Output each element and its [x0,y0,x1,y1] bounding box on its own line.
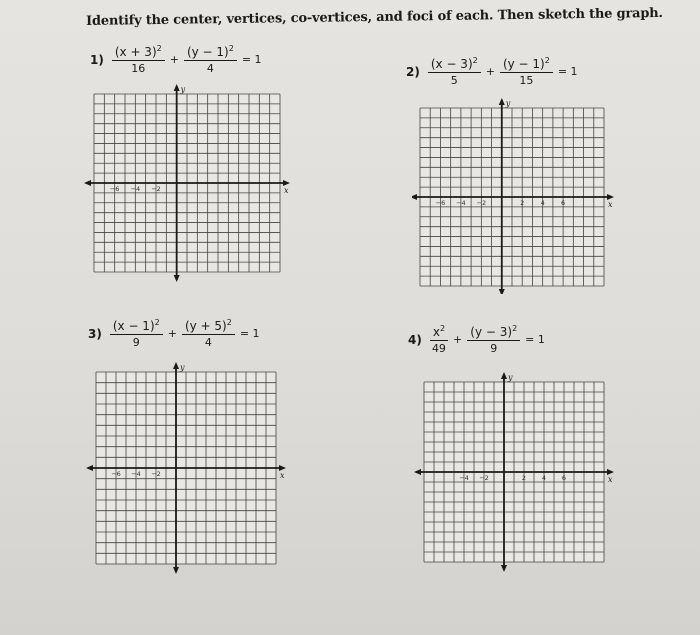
x-tick-label: −4 [459,474,469,482]
denominator: 49 [431,342,446,355]
x-axis-arrow-icon [84,180,91,186]
graph-4-grid[interactable] [414,370,620,572]
x-axis-label: x [284,186,289,195]
x-tick-label: −2 [476,199,487,207]
denominator: 9 [132,336,140,349]
exponent: 2 [512,324,518,333]
x-tick-label: −2 [151,185,161,193]
numerator: (y − 3) [470,325,513,339]
numerator: x [432,325,440,339]
instructions-heading: Identify the center, vertices, co-vertices, and foci of each. Then sketch the graph. [86,5,663,29]
y-axis-arrow-icon [499,98,505,105]
equals-one: = 1 [239,327,260,340]
problem-number: 1) [90,52,104,67]
problem-1-equation [90,44,265,75]
exponent: 2 [439,324,446,333]
y-axis-label: y [180,363,185,372]
denominator: 4 [206,62,214,75]
plus-sign: + [453,333,463,346]
x-tick-label: −6 [435,199,446,207]
denominator: 9 [490,342,498,355]
y-axis-arrow-icon [501,565,507,572]
equals-one: = 1 [241,53,262,66]
x-axis-arrow-icon [412,194,417,200]
y-axis-arrow-icon [499,289,505,294]
denominator: 15 [519,74,534,87]
fraction-term-2 [184,44,237,75]
numerator: (x − 3) [430,57,473,71]
x-tick-label: −2 [151,470,161,478]
exponent: 2 [156,44,162,53]
x-tick-label: 6 [561,474,567,482]
y-axis-arrow-icon [174,275,180,282]
x-axis-arrow-icon [86,465,93,471]
numerator: (x − 1) [112,319,155,333]
fraction-term-1 [430,324,448,355]
x-tick-label: −2 [479,474,489,482]
x-tick-label: −4 [131,470,141,478]
graph-3-grid[interactable] [86,360,290,574]
numerator: (y − 1) [502,57,545,71]
problem-4-equation [408,324,548,355]
problem-2-equation [406,56,581,87]
y-axis-label: y [505,99,511,108]
numerator: (x + 3) [114,45,157,59]
exponent: 2 [472,56,478,65]
y-axis-label: y [508,373,513,382]
x-tick-label: 6 [561,199,566,207]
y-axis-arrow-icon [501,372,507,379]
x-tick-label: 4 [541,474,547,482]
numerator: (y + 5) [184,319,227,333]
exponent: 2 [228,44,234,53]
fraction-term-2 [467,324,520,355]
x-tick-label: 4 [540,199,545,207]
problem-number: 4) [408,332,422,347]
x-axis-label: x [608,200,613,209]
x-tick-label: −6 [109,185,120,193]
plus-sign: + [485,65,495,78]
problem-number: 2) [406,64,420,79]
fraction-term-1 [110,318,163,349]
exponent: 2 [226,318,232,327]
fraction-term-1 [428,56,481,87]
denominator: 16 [131,62,146,75]
exponent: 2 [544,56,550,65]
numerator: (y − 1) [186,45,229,59]
fraction-term-1 [112,44,165,75]
plus-sign: + [169,53,179,66]
x-axis-arrow-icon [414,469,421,475]
fraction-term-2 [500,56,553,87]
x-axis-label: x [608,475,613,484]
denominator: 4 [204,336,212,349]
graph-2-grid[interactable] [412,96,620,294]
plus-sign: + [167,327,177,340]
x-tick-label: 2 [520,199,525,207]
x-axis-label: x [280,471,285,480]
x-tick-label: −4 [130,185,141,193]
exponent: 2 [154,318,160,327]
y-axis-arrow-icon [174,84,180,91]
equals-one: = 1 [525,333,545,346]
y-axis-arrow-icon [173,567,179,574]
problem-number: 3) [88,326,102,341]
y-axis-arrow-icon [173,362,179,369]
y-axis-label: y [180,85,186,94]
x-tick-label: −4 [456,199,466,207]
graph-1-grid[interactable] [84,84,296,284]
x-tick-label: −6 [111,470,121,478]
x-tick-label: 2 [521,474,527,482]
fraction-term-2 [182,318,235,349]
equals-one: = 1 [557,65,578,78]
problem-3-equation [88,318,263,349]
denominator: 5 [450,74,458,87]
